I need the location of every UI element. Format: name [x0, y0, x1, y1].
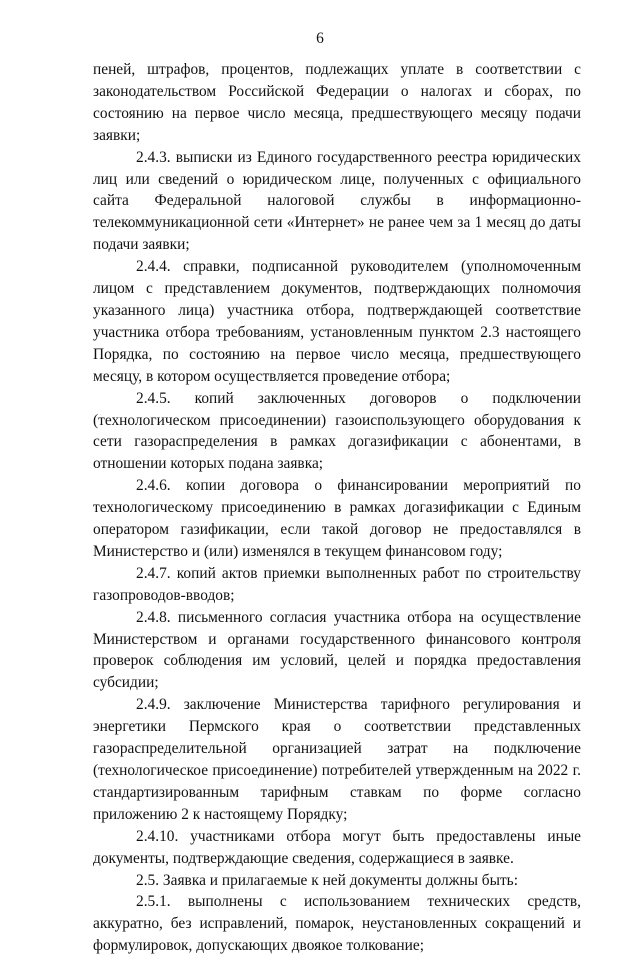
- paragraph-2-4-3: 2.4.3. выписки из Единого государственного реестра юридических лиц или сведений о юридическом лице, полученных с официального сайта Федеральной налоговой службы в информационно-телекоммуникационной сети «Интернет» не ранее чем за 1 месяц до даты подачи заявки;: [93, 148, 581, 254]
- document-body: [93, 59, 581, 957]
- paragraph-2-5-1: 2.5.1. выполнены с использованием технических средств, аккуратно, без исправлений, помарок, неустановленных сокращений и формулировок, допускающих двоякое толкование;: [93, 893, 581, 955]
- page-number: 6: [316, 30, 324, 47]
- paragraph-2-5: 2.5. Заявка и прилагаемые к ней документы должны быть:: [136, 871, 518, 889]
- paragraph-2-4-8: 2.4.8. письменного согласия участника отбора на осуществление Министерством и органами государственного финансового контроля проверок соблюдения им условий, целей и порядка предоставления субсидии;: [93, 608, 581, 692]
- paragraph-2-4-9: 2.4.9. заключение Министерства тарифного регулирования и энергетики Пермского края о соответствии представленных газораспределительной организацией затрат на подключение (технологическое присоединение) потребителей утвержденным на 2022 г. стандартизированным тарифным ставкам по форме согласно приложению 2 к настоящему Порядку;: [93, 696, 581, 823]
- paragraph-2-4-7: 2.4.7. копий актов приемки выполненных работ по строительству газопроводов-вводов;: [93, 564, 581, 604]
- paragraph-2-4-6: 2.4.6. копии договора о финансировании мероприятий по технологическому присоединению в рамках догазификации с Единым оператором газификации, если такой договор не предоставлялся в Министерство и (или) изменялся в текущем финансовом году;: [93, 477, 581, 560]
- paragraph-2-4-4: 2.4.4. справки, подписанной руководителем (уполномоченным лицом с представлением документов, подтверждающих полномочия указанного лица) участника отбора, подтверждающей соответствие участника отбора требованиям, установленным пунктом 2.3 настоящего Порядка, по состоянию на первое число месяца, предшествующего месяцу, в котором осуществляется проведение отбора;: [93, 258, 581, 385]
- paragraph-continuation: пеней, штрафов, процентов, подлежащих уплате в соответствии с законодательством Российской Федерации о налогах и сборах, по состоянию на первое число месяца, предшествующего месяцу подачи заявки;: [93, 61, 581, 144]
- paragraph-2-4-5: 2.4.5. копий заключенных договоров о подключении (технологическом присоединении) газоиспользующего оборудования к сети газораспределения в рамках догазификации с абонентами, в отношении которых подана заявка;: [93, 389, 581, 473]
- paragraph-2-4-10: 2.4.10. участниками отбора могут быть предоставлены иные документы, подтверждающие сведения, содержащиеся в заявке.: [93, 827, 581, 867]
